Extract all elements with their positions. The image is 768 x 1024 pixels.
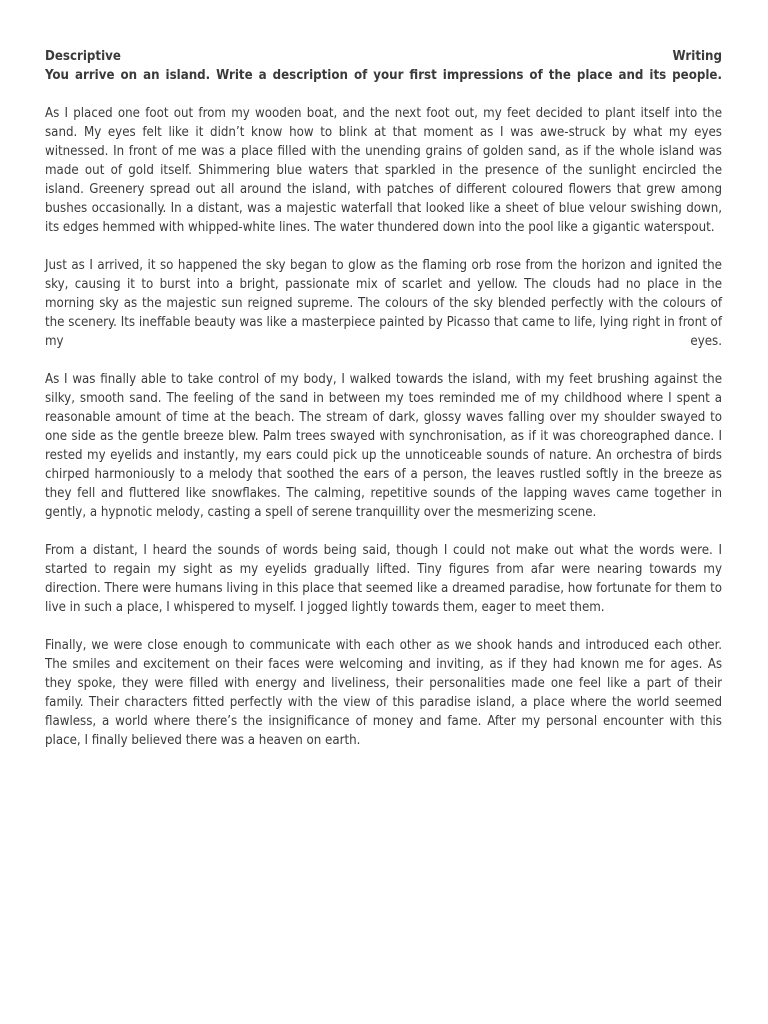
heading-right: Writing <box>672 49 722 64</box>
paragraph-4: From a distant, I heard the sounds of words being said, though I could not make out what the words were. I started to regain my sight as my eyelids gradually lifted. Tiny figures from afar were nearing towards my direction. There were humans living in this place that seemed like a dreamed paradise, how fortunate for them to live in such a place, I whispered to myself. I jogged lightly towards them, eager to meet them. <box>45 543 722 615</box>
paragraph-1: As I placed one foot out from my wooden boat, and the next foot out, my feet decided to plant itself into the sand. My eyes felt like it didn’t know how to blink at that moment as I was awe-struck by what my eyes witnessed. In front of me was a place filled with the unending grains of golden sand, as if the whole island was made out of gold itself. Shimmering blue waters that sparkled in the presence of the sunlight encircled the island. Greenery spread out all around the island, with patches of different coloured flowers that grew among bushes occasionally. In a distant, was a majestic waterfall that looked like a sheet of blue velour swishing down, its edges hemmed with whipped-white lines. The water thundered down into the pool like a gigantic waterspout. <box>45 106 722 235</box>
essay-prompt: You arrive on an island. Write a description of your first impressions of the place and its people. <box>45 68 722 83</box>
document-page <box>45 47 722 769</box>
spacer <box>45 85 722 104</box>
paragraph-2-text: Just as I arrived, it so happened the sky began to glow as the flaming orb rose from the horizon and ignited the sky, causing it to burst into a bright, passionate mix of scarlet and yellow. The clouds had no place in the morning sky as the majestic sun reigned supreme. The colours of the sky blended perfectly with the colours of the scenery. Its ineffable beauty was like a masterpiece painted by Picasso that came to life, lying right in front of my eyes. <box>45 258 722 349</box>
heading-left: Descriptive <box>45 49 121 64</box>
paragraph-5: Finally, we were close enough to communicate with each other as we shook hands and introduced each other. The smiles and excitement on their faces were welcoming and inviting, as if they had known me for ages. As they spoke, they were filled with energy and liveliness, their personalities made one feel like a part of their family. Their characters fitted perfectly with the view of this paradise island, a place where the world seemed flawless, a world where there’s the insignificance of money and fame. After my personal encounter with this place, I finally believed there was a heaven on earth. <box>45 638 722 748</box>
paragraph-3: As I was finally able to take control of my body, I walked towards the island, with my feet brushing against the silky, smooth sand. The feeling of the sand in between my toes reminded me of my childhood where I spent a reasonable amount of time at the beach. The stream of dark, glossy waves falling over my shoulder swayed to one side as the gentle breeze blew. Palm trees swayed with synchronisation, as if it was choreographed dance. I rested my eyelids and instantly, my ears could pick up the unnoticeable sounds of nature. An orchestra of birds chirped harmoniously to a melody that soothed the ears of a person, the leaves rustled softly in the breeze as they fell and fluttered like snowflakes. The calming, repetitive sounds of the lapping waves came together in gently, a hypnotic melody, casting a spell of serene tranquillity over the mesmerizing scene. <box>45 372 722 520</box>
heading-row <box>45 47 722 66</box>
paragraph-2 <box>45 256 722 351</box>
